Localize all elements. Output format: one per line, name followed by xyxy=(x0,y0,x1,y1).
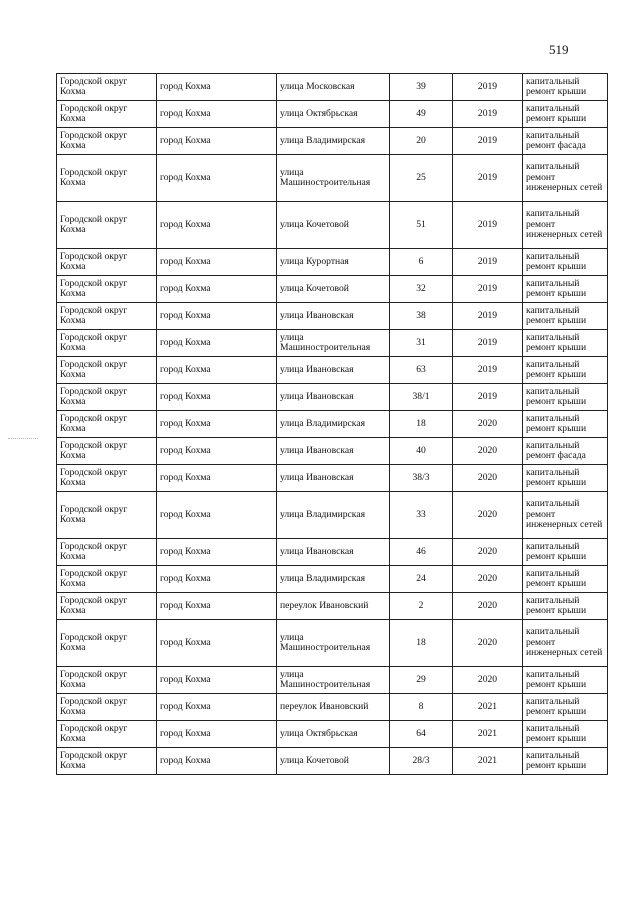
table-row xyxy=(57,492,608,539)
district-cell: Городской округ Кохма xyxy=(57,303,157,330)
city-cell: город Кохма xyxy=(157,620,277,667)
district-cell: Городской округ Кохма xyxy=(57,357,157,384)
year-cell: 2019 xyxy=(453,384,523,411)
table-row xyxy=(57,155,608,202)
table-row xyxy=(57,303,608,330)
table-row xyxy=(57,465,608,492)
street-cell: улица Машиностроительная xyxy=(277,667,390,694)
city-cell: город Кохма xyxy=(157,438,277,465)
city-cell: город Кохма xyxy=(157,384,277,411)
city-cell: город Кохма xyxy=(157,694,277,721)
city-cell: город Кохма xyxy=(157,492,277,539)
work-type-cell: капитальный ремонт крыши xyxy=(523,101,608,128)
table-row xyxy=(57,276,608,303)
scan-speck xyxy=(8,438,38,440)
year-cell: 2019 xyxy=(453,101,523,128)
year-cell: 2019 xyxy=(453,330,523,357)
table-row xyxy=(57,249,608,276)
table-row xyxy=(57,128,608,155)
city-cell: город Кохма xyxy=(157,276,277,303)
district-cell: Городской округ Кохма xyxy=(57,492,157,539)
street-cell: улица Ивановская xyxy=(277,357,390,384)
city-cell: город Кохма xyxy=(157,411,277,438)
year-cell: 2020 xyxy=(453,492,523,539)
street-cell: улица Кочетовой xyxy=(277,202,390,249)
year-cell: 2021 xyxy=(453,694,523,721)
city-cell: город Кохма xyxy=(157,566,277,593)
house-number-cell: 39 xyxy=(390,74,453,101)
district-cell: Городской округ Кохма xyxy=(57,411,157,438)
street-cell: улица Ивановская xyxy=(277,465,390,492)
street-cell: улица Ивановская xyxy=(277,539,390,566)
work-type-cell: капитальный ремонт крыши xyxy=(523,593,608,620)
work-type-cell: капитальный ремонт крыши xyxy=(523,276,608,303)
year-cell: 2020 xyxy=(453,566,523,593)
year-cell: 2019 xyxy=(453,128,523,155)
city-cell: город Кохма xyxy=(157,721,277,748)
street-cell: улица Кочетовой xyxy=(277,276,390,303)
city-cell: город Кохма xyxy=(157,74,277,101)
house-number-cell: 63 xyxy=(390,357,453,384)
street-cell: улица Машиностроительная xyxy=(277,620,390,667)
work-type-cell: капитальный ремонт крыши xyxy=(523,694,608,721)
table-row xyxy=(57,101,608,128)
street-cell: улица Московская xyxy=(277,74,390,101)
register-body xyxy=(57,74,608,775)
city-cell: город Кохма xyxy=(157,202,277,249)
work-type-cell: капитальный ремонт крыши xyxy=(523,249,608,276)
city-cell: город Кохма xyxy=(157,357,277,384)
house-number-cell: 64 xyxy=(390,721,453,748)
street-cell: улица Владимирская xyxy=(277,128,390,155)
district-cell: Городской округ Кохма xyxy=(57,438,157,465)
house-number-cell: 33 xyxy=(390,492,453,539)
city-cell: город Кохма xyxy=(157,539,277,566)
house-number-cell: 20 xyxy=(390,128,453,155)
house-number-cell: 28/3 xyxy=(390,748,453,775)
street-cell: улица Курортная xyxy=(277,249,390,276)
house-number-cell: 31 xyxy=(390,330,453,357)
district-cell: Городской округ Кохма xyxy=(57,539,157,566)
street-cell: улица Кочетовой xyxy=(277,748,390,775)
street-cell: улица Октябрьская xyxy=(277,721,390,748)
city-cell: город Кохма xyxy=(157,155,277,202)
house-number-cell: 40 xyxy=(390,438,453,465)
work-type-cell: капитальный ремонт фасада xyxy=(523,128,608,155)
work-type-cell: капитальный ремонт крыши xyxy=(523,667,608,694)
street-cell: переулок Ивановский xyxy=(277,694,390,721)
year-cell: 2019 xyxy=(453,74,523,101)
work-type-cell: капитальный ремонт крыши xyxy=(523,721,608,748)
house-number-cell: 2 xyxy=(390,593,453,620)
street-cell: улица Октябрьская xyxy=(277,101,390,128)
district-cell: Городской округ Кохма xyxy=(57,721,157,748)
street-cell: улица Ивановская xyxy=(277,303,390,330)
district-cell: Городской округ Кохма xyxy=(57,202,157,249)
house-number-cell: 6 xyxy=(390,249,453,276)
street-cell: улица Машиностроительная xyxy=(277,330,390,357)
table-row xyxy=(57,667,608,694)
street-cell: улица Ивановская xyxy=(277,384,390,411)
work-type-cell: капитальный ремонт инженерных сетей xyxy=(523,202,608,249)
district-cell: Городской округ Кохма xyxy=(57,128,157,155)
year-cell: 2020 xyxy=(453,593,523,620)
year-cell: 2020 xyxy=(453,667,523,694)
work-type-cell: капитальный ремонт крыши xyxy=(523,384,608,411)
table-row xyxy=(57,593,608,620)
work-type-cell: капитальный ремонт крыши xyxy=(523,465,608,492)
table-row xyxy=(57,620,608,667)
table-row xyxy=(57,721,608,748)
district-cell: Городской округ Кохма xyxy=(57,694,157,721)
work-type-cell: капитальный ремонт крыши xyxy=(523,357,608,384)
city-cell: город Кохма xyxy=(157,667,277,694)
house-number-cell: 18 xyxy=(390,620,453,667)
house-number-cell: 49 xyxy=(390,101,453,128)
table-row xyxy=(57,411,608,438)
year-cell: 2021 xyxy=(453,721,523,748)
district-cell: Городской округ Кохма xyxy=(57,465,157,492)
street-cell: улица Владимирская xyxy=(277,411,390,438)
table-row xyxy=(57,694,608,721)
page-number: 519 xyxy=(549,42,569,57)
district-cell: Городской округ Кохма xyxy=(57,384,157,411)
table-row xyxy=(57,202,608,249)
house-number-cell: 38/3 xyxy=(390,465,453,492)
table-row xyxy=(57,357,608,384)
year-cell: 2019 xyxy=(453,249,523,276)
repair-register-table xyxy=(56,73,608,775)
year-cell: 2019 xyxy=(453,357,523,384)
city-cell: город Кохма xyxy=(157,593,277,620)
house-number-cell: 24 xyxy=(390,566,453,593)
house-number-cell: 38/1 xyxy=(390,384,453,411)
city-cell: город Кохма xyxy=(157,748,277,775)
year-cell: 2020 xyxy=(453,620,523,667)
year-cell: 2019 xyxy=(453,303,523,330)
district-cell: Городской округ Кохма xyxy=(57,620,157,667)
work-type-cell: капитальный ремонт крыши xyxy=(523,303,608,330)
district-cell: Городской округ Кохма xyxy=(57,330,157,357)
district-cell: Городской округ Кохма xyxy=(57,101,157,128)
work-type-cell: капитальный ремонт фасада xyxy=(523,438,608,465)
district-cell: Городской округ Кохма xyxy=(57,593,157,620)
work-type-cell: капитальный ремонт крыши xyxy=(523,539,608,566)
city-cell: город Кохма xyxy=(157,128,277,155)
table-row xyxy=(57,74,608,101)
table-row xyxy=(57,438,608,465)
city-cell: город Кохма xyxy=(157,465,277,492)
city-cell: город Кохма xyxy=(157,303,277,330)
house-number-cell: 25 xyxy=(390,155,453,202)
district-cell: Городской округ Кохма xyxy=(57,155,157,202)
street-cell: переулок Ивановский xyxy=(277,593,390,620)
table-row xyxy=(57,539,608,566)
house-number-cell: 38 xyxy=(390,303,453,330)
year-cell: 2020 xyxy=(453,539,523,566)
street-cell: улица Ивановская xyxy=(277,438,390,465)
work-type-cell: капитальный ремонт инженерных сетей xyxy=(523,155,608,202)
house-number-cell: 51 xyxy=(390,202,453,249)
work-type-cell: капитальный ремонт крыши xyxy=(523,411,608,438)
house-number-cell: 8 xyxy=(390,694,453,721)
district-cell: Городской округ Кохма xyxy=(57,748,157,775)
work-type-cell: капитальный ремонт крыши xyxy=(523,566,608,593)
city-cell: город Кохма xyxy=(157,249,277,276)
table-row xyxy=(57,566,608,593)
work-type-cell: капитальный ремонт крыши xyxy=(523,74,608,101)
table-row xyxy=(57,384,608,411)
district-cell: Городской округ Кохма xyxy=(57,566,157,593)
house-number-cell: 29 xyxy=(390,667,453,694)
work-type-cell: капитальный ремонт инженерных сетей xyxy=(523,492,608,539)
table-row xyxy=(57,330,608,357)
year-cell: 2020 xyxy=(453,438,523,465)
street-cell: улица Владимирская xyxy=(277,566,390,593)
street-cell: улица Владимирская xyxy=(277,492,390,539)
city-cell: город Кохма xyxy=(157,330,277,357)
city-cell: город Кохма xyxy=(157,101,277,128)
year-cell: 2020 xyxy=(453,465,523,492)
year-cell: 2019 xyxy=(453,155,523,202)
house-number-cell: 46 xyxy=(390,539,453,566)
district-cell: Городской округ Кохма xyxy=(57,667,157,694)
house-number-cell: 18 xyxy=(390,411,453,438)
year-cell: 2019 xyxy=(453,202,523,249)
year-cell: 2021 xyxy=(453,748,523,775)
work-type-cell: капитальный ремонт крыши xyxy=(523,748,608,775)
table-row xyxy=(57,748,608,775)
district-cell: Городской округ Кохма xyxy=(57,249,157,276)
district-cell: Городской округ Кохма xyxy=(57,276,157,303)
district-cell: Городской округ Кохма xyxy=(57,74,157,101)
work-type-cell: капитальный ремонт инженерных сетей xyxy=(523,620,608,667)
street-cell: улица Машиностроительная xyxy=(277,155,390,202)
year-cell: 2020 xyxy=(453,411,523,438)
work-type-cell: капитальный ремонт крыши xyxy=(523,330,608,357)
year-cell: 2019 xyxy=(453,276,523,303)
house-number-cell: 32 xyxy=(390,276,453,303)
